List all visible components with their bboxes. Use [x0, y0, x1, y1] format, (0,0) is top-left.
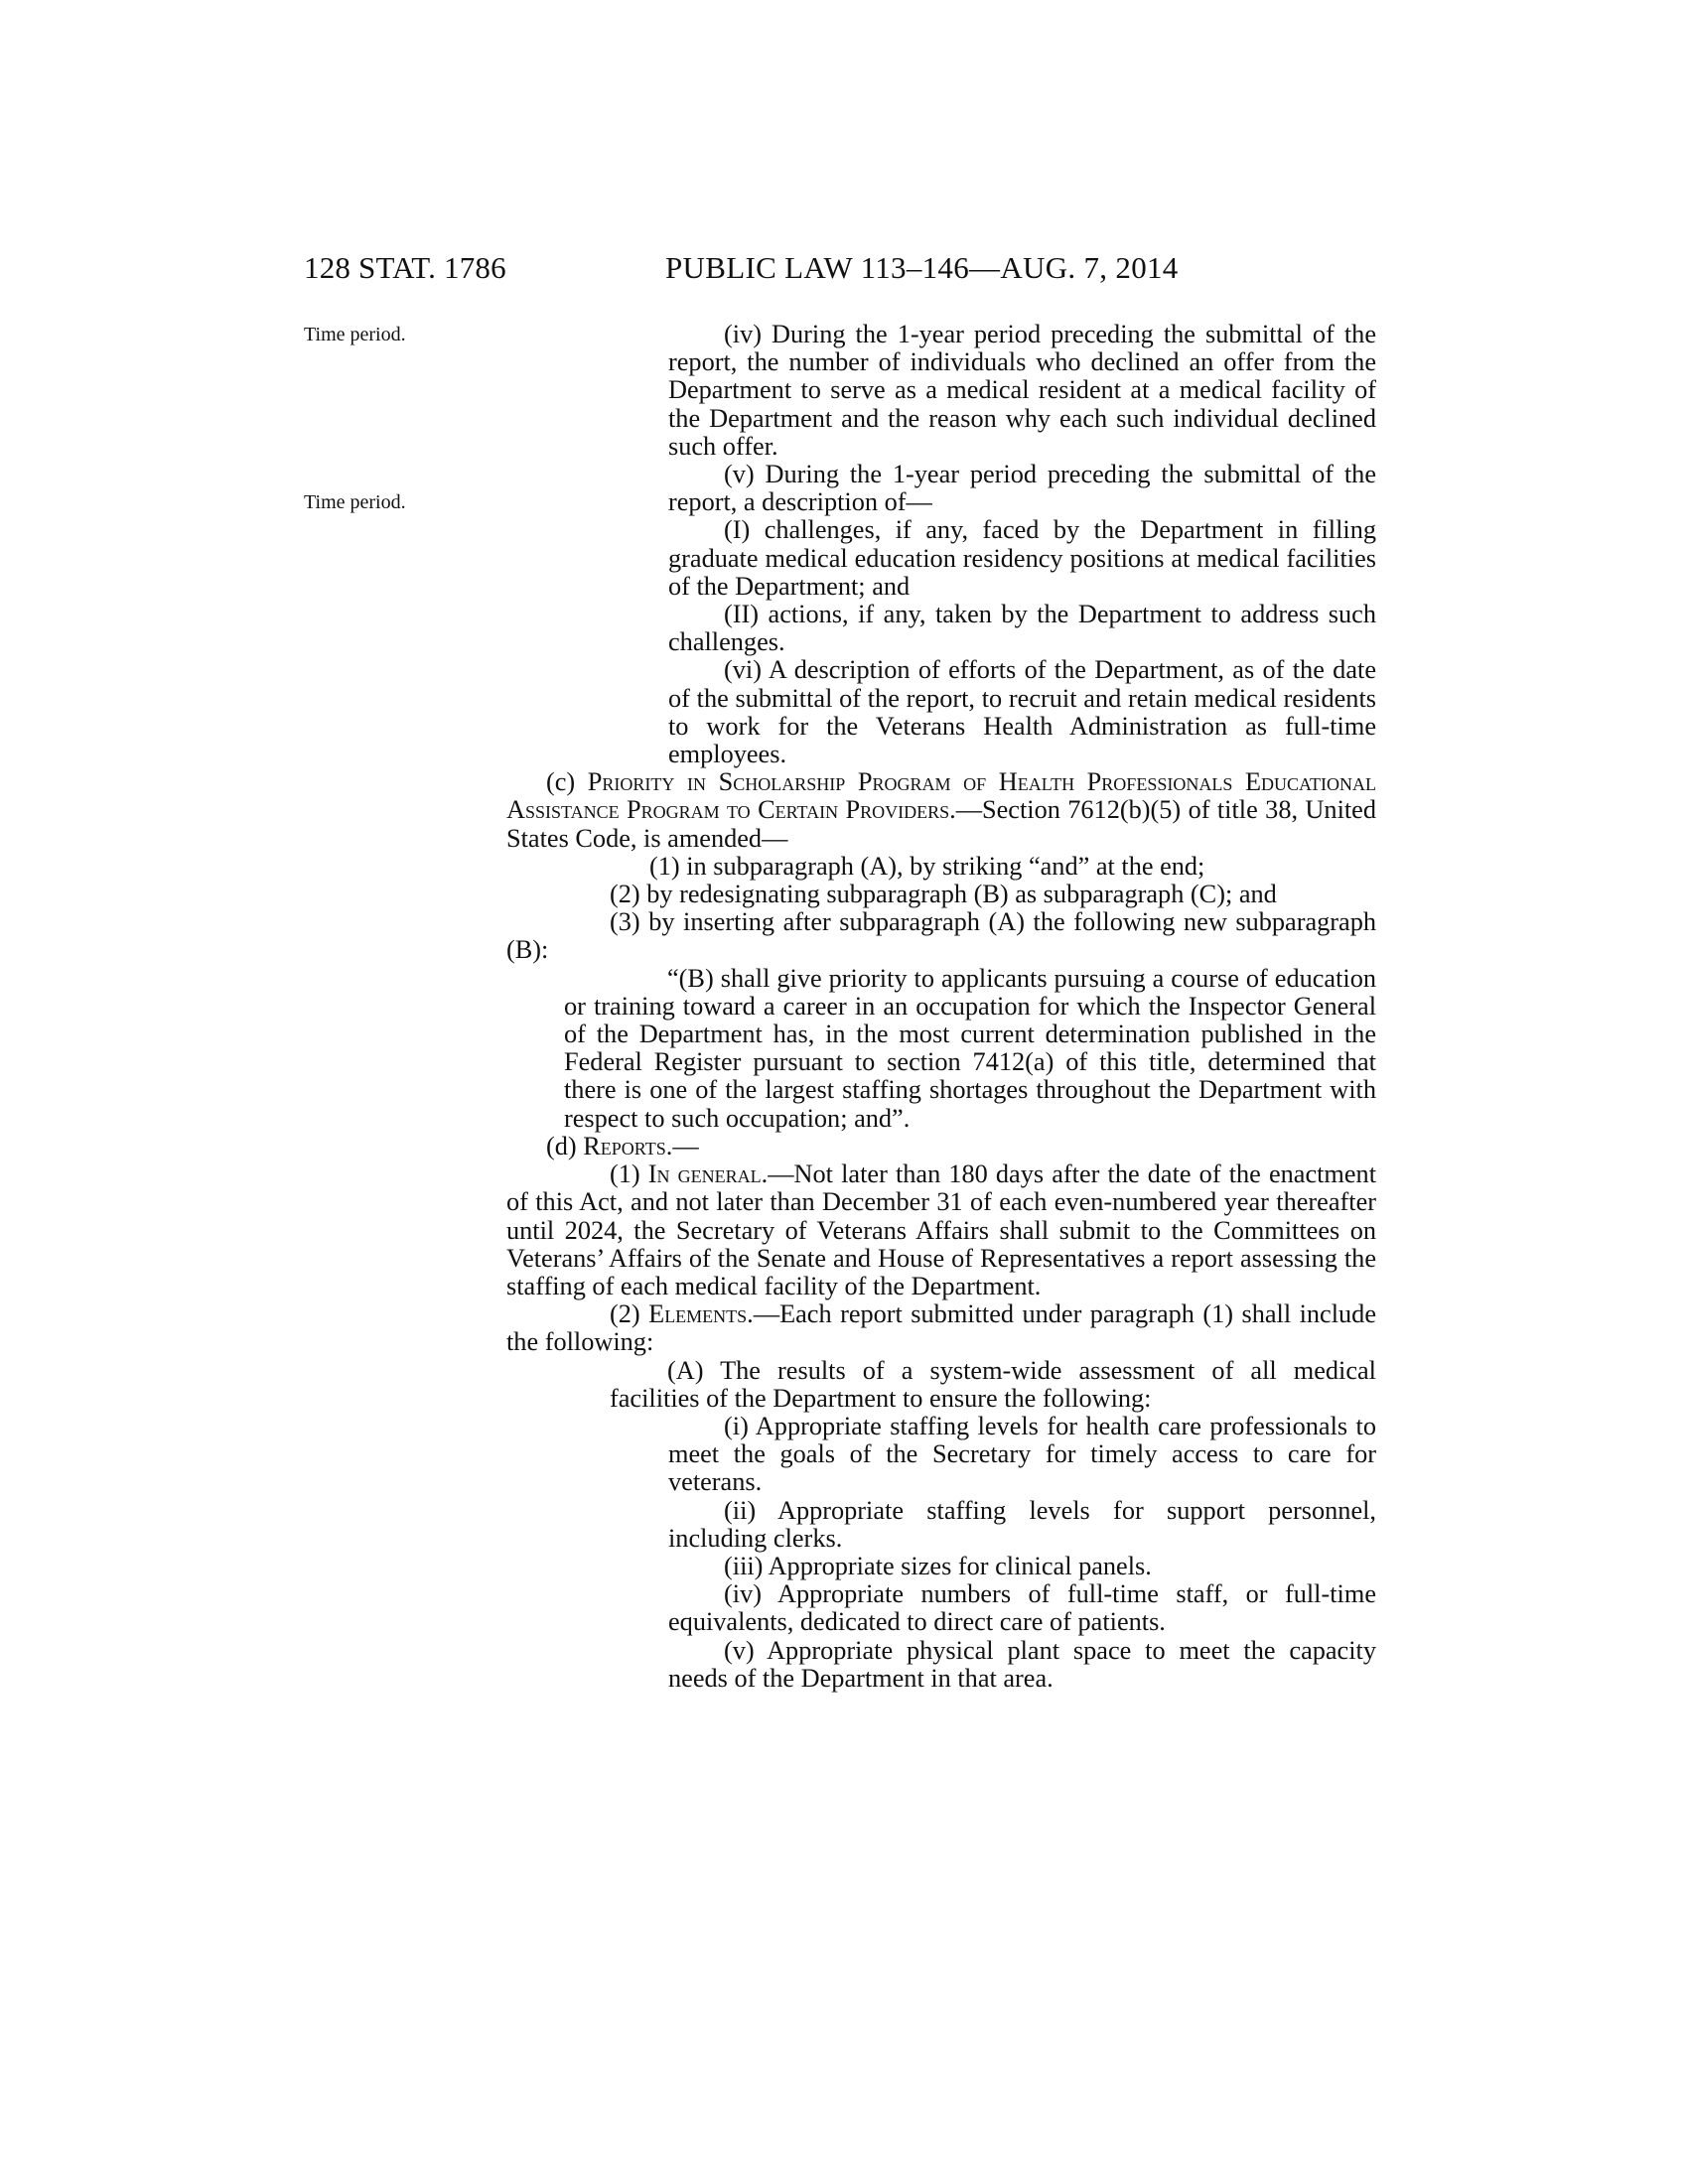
clause-vi: (vi) A description of efforts of the Department, as of the date of the submittal of the report, to recruit and retain medical residents to work for the Veterans Health Administration as full-time employees. [668, 655, 1376, 769]
page-header-title: PUBLIC LAW 113–146—AUG. 7, 2014 [665, 250, 1179, 285]
subsection-d-dash: — [672, 1131, 699, 1160]
stat-page-number: 128 STAT. 1786 [304, 250, 506, 285]
subsection-d-heading: Reports. [583, 1131, 673, 1160]
paragraph-d2-heading: Elements. [648, 1299, 754, 1329]
paragraph-d1-heading: In general. [647, 1160, 769, 1189]
paragraph-d1 [506, 1160, 1376, 1300]
quoted-subparagraph-B: “(B) shall give priority to applicants pursuing a course of education or training toward a career in an occupation for which the Inspector General of the Department has, in the most current determination published in the Federal Register pursuant to section 7412(a) of this title, determined that there is one of the largest staffing shortages throughout the Department with respect to such occupation; and”. [564, 963, 1376, 1133]
margin-note-time-period: Time period. [304, 491, 406, 513]
margin-note-time-period: Time period. [304, 324, 406, 345]
paragraph-d2-text: —Each report submitted under paragraph (1) shall include the following: [506, 1299, 1376, 1357]
clause-A-iii: (iii) Appropriate sizes for clinical panels. [724, 1551, 1152, 1580]
subsection-c-text: —Section 7612(b)(5) of title 38, United States Code, is amended— [506, 795, 1377, 853]
paragraph-c2: (2) by redesignating subparagraph (B) as subparagraph (C); and [610, 880, 1277, 909]
clause-A-v: (v) Appropriate physical plant space to meet the capacity needs of the Department in that area. [668, 1635, 1376, 1693]
paragraph-c3: (3) by inserting after subparagraph (A) the following new subparagraph (B): [506, 907, 1376, 965]
clause-iv: (iv) During the 1-year period preceding the submittal of the report, the number of individuals who declined an offer from the Department to serve as a medical resident at a medical facility of the Department and the reason why each such individual declined such offer. [668, 320, 1376, 461]
paragraph-d1-text: —Not later than 180 days after the date of the enactment of this Act, and not later than December 31 of each even-numbered year thereafter until 2024, the Secretary of Veterans Affairs shall submit to the Committees on Veterans’ Affairs of the Senate and House of Representatives a report assessing the staffing of each medical facility of the Department. [506, 1160, 1376, 1300]
paragraph-c1: (1) in subparagraph (A), by striking “and” at the end; [649, 851, 1205, 881]
subsection-c [506, 768, 1376, 853]
subparagraph-A: (A) The results of a system-wide assessment of all medical facilities of the Department to ensure the following: [610, 1355, 1376, 1413]
paragraph-d2-designator: (2) [610, 1299, 649, 1329]
subclause-I: (I) challenges, if any, faced by the Department in filling graduate medical education residency positions at medical facilities of the Department; and [668, 515, 1376, 601]
subclause-II: (II) actions, if any, taken by the Department to address such challenges. [668, 600, 1376, 657]
subsection-d [506, 1133, 1376, 1160]
subsection-c-heading: Priority in Scholarship Program of Health Professionals Educational Assistance Program to Certain Providers. [506, 767, 1376, 825]
subsection-c-designator: (c) [546, 767, 588, 797]
clause-A-i: (i) Appropriate staffing levels for health care professionals to meet the goals of the Secretary for timely access to care for veterans. [668, 1411, 1376, 1497]
subsection-d-designator: (d) [546, 1131, 584, 1160]
body-text [506, 321, 1376, 1693]
clause-v: (v) During the 1-year period preceding the submittal of the report, a description of— [668, 460, 1376, 517]
paragraph-d1-designator: (1) [610, 1160, 648, 1189]
clause-A-iv: (iv) Appropriate numbers of full-time staff, or full-time equivalents, dedicated to direct care of patients. [668, 1579, 1376, 1637]
clause-A-ii: (ii) Appropriate staffing levels for support personnel, including clerks. [668, 1495, 1376, 1553]
paragraph-d2 [506, 1300, 1376, 1356]
